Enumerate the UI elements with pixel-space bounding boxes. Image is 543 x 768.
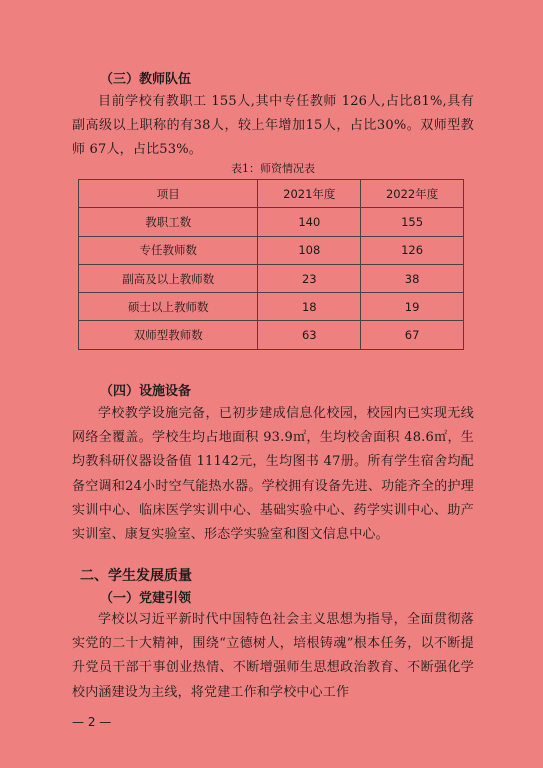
table-row — [79, 208, 464, 236]
table-row — [79, 236, 464, 264]
table-cell: 教职工数 — [79, 208, 258, 236]
table-cell: 140 — [258, 208, 361, 236]
page-number: — 2 — — [72, 715, 112, 729]
paragraph-facilities: 学校教学设施完备，已初步建成信息化校园，校园内已实现无线网络全覆盖。学校生均占地面积 93.9㎡，生均校舍面积 48.6㎡，生均教科研仪器设备值 11142元，生均图书 47册。所有学生宿舍均配备空调和24小时空气能热水器。学校拥有设备先进、功能齐全的护理实训中心、临床医学实训中心、基础实验中心、药学实训中心、助产实训室、康复实验室、形态学实验室和图文信息中心。 — [72, 406, 474, 543]
table-cell: 23 — [258, 264, 361, 292]
table-cell: 19 — [361, 293, 464, 321]
table-row — [79, 293, 464, 321]
table-cell: 155 — [361, 208, 464, 236]
table-cell: 108 — [258, 236, 361, 264]
table-header-cell: 2022年度 — [361, 180, 464, 208]
table-header-cell: 项目 — [79, 180, 258, 208]
table-row — [79, 321, 464, 349]
table-row — [79, 264, 464, 292]
table-cell: 双师型教师数 — [79, 321, 258, 349]
table-header-row — [79, 180, 464, 208]
table-cell: 硕士以上教师数 — [79, 293, 258, 321]
table-caption: 表1：师资情况表 — [231, 162, 315, 175]
paragraph-party: 学校以习近平新时代中国特色社会主义思想为指导，全面贯彻落实党的二十大精神，围绕“立德树人，培根铸魂”根本任务，以不断提升党员干部干事创业热情、不断增强师生思想政治教育、不断强化学校内涵建设为主线，将党建工作和学校中心工作 — [72, 612, 474, 700]
table-cell: 专任教师数 — [79, 236, 258, 264]
table-cell: 63 — [258, 321, 361, 349]
subsection-heading-party: （一）党建引领 — [100, 591, 192, 606]
section-heading-facilities: （四）设施设备 — [100, 384, 192, 399]
paragraph-teachers: 目前学校有教职工 155人,其中专任教师 126人,占比81%,具有副高级以上职称的有38人，较上年增加15人，占比30%。双师型教师 67人，占比53%。 — [72, 94, 474, 158]
table-cell: 副高及以上教师数 — [79, 264, 258, 292]
section-heading-teachers: （三）教师队伍 — [100, 72, 192, 87]
teacher-table — [78, 179, 464, 350]
section-heading-quality: 二、学生发展质量 — [80, 568, 192, 584]
table-cell: 18 — [258, 293, 361, 321]
table-cell: 67 — [361, 321, 464, 349]
table-cell: 38 — [361, 264, 464, 292]
table-header-cell: 2021年度 — [258, 180, 361, 208]
table-cell: 126 — [361, 236, 464, 264]
